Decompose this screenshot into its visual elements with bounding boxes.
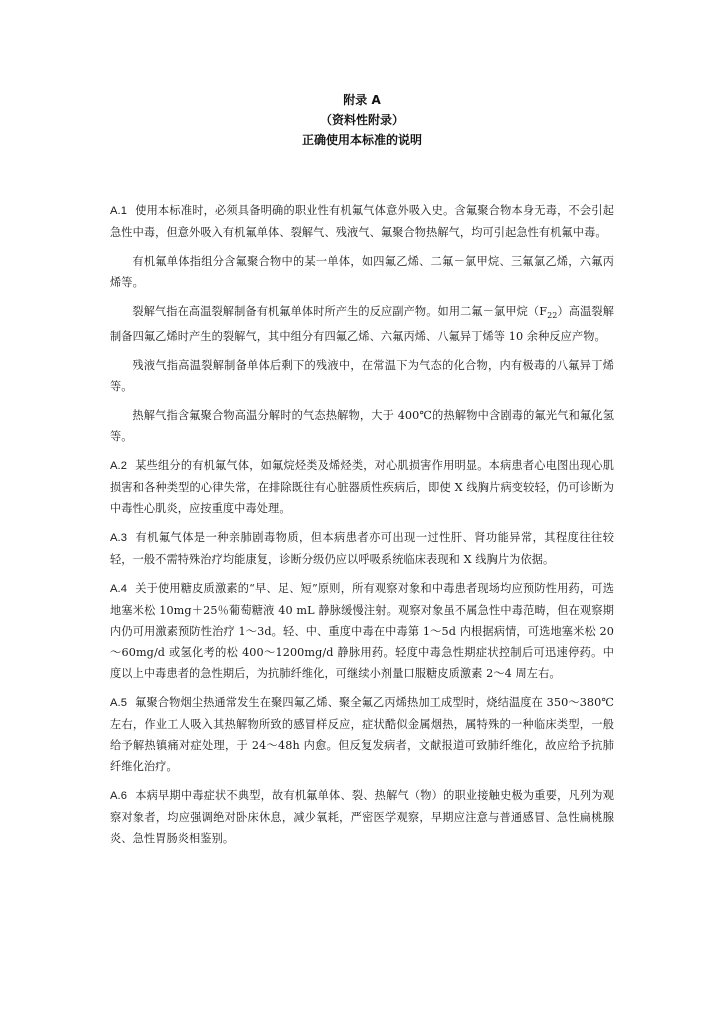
appendix-heading: 正确使用本标准的说明	[301, 133, 422, 147]
section-a1-paragraph-1	[110, 200, 614, 243]
spacer	[110, 150, 614, 200]
section-a1-paragraph-3	[110, 301, 614, 347]
section-a1-paragraph-4: 残液气指高温裂解制备单体后剩下的残液中，在常温下为气态的化合物，内有极毒的八氟异丁烯等。	[110, 359, 614, 394]
section-a6-paragraph	[110, 785, 614, 849]
section-label-a5: A.5	[110, 697, 128, 710]
section-a1-p3-part1: 裂解气指在高温裂解制备有机氟单体时所产生的反应副产物。如用二氟－氯甲烷（F	[132, 305, 548, 318]
section-a1-paragraph-2: 有机氟单体指组分含氟聚合物中的某一单体，如四氟乙烯、二氟－氯甲烷、三氟氯乙烯，六氟丙烯等。	[110, 255, 614, 289]
section-label-a6: A.6	[110, 790, 128, 803]
section-a2-text: 某些组分的有机氟气体，如氟烷烃类及烯烃类，对心肌损害作用明显。本病患者心电图出现心肌损害和各种类型的心律失常，在排除既往有心脏器质性疾病后，即使 X 线胸片病变较轻，仍可诊断为中毒性心肌炎，应按重度中毒处理。	[110, 459, 614, 516]
section-a3-text: 有机氟气体是一种亲肺剧毒物质，但本病患者亦可出现一过性肝、肾功能异常，其程度往往较轻，一般不需特殊治疗均能康复，诊断分级仍应以呼吸系统临床表现和 X 线胸片为依据。	[110, 531, 614, 567]
section-a5-text: 氟聚合物烟尘热通常发生在聚四氟乙烯、聚全氟乙丙烯热加工成型时，烧结温度在 350～380℃左右，作业工人吸入其热解物所致的感冒样反应，症状酷似金属烟热，属特殊的一种临床类型，一般给予解热镇痛对症处理，于 24～48h 内愈。但反复发病者，文献报道可致肺纤维化，故应给予抗肺纤维化治疗。	[110, 696, 614, 774]
section-a5-paragraph	[110, 692, 614, 777]
section-label-a4: A.4	[110, 583, 128, 596]
section-a3-paragraph	[110, 527, 614, 570]
section-label-a1: A.1	[110, 205, 128, 217]
section-a6-text: 本病早期中毒症状不典型，故有机氟单体、裂、热解气（物）的职业接触史极为重要，凡列为观察对象者，均应强调绝对卧床休息，减少氧耗，严密医学观察，早期应注意与普通感冒、急性扁桃腺炎、急性胃肠炎相鉴别。	[110, 789, 614, 846]
section-a4-paragraph	[110, 578, 614, 684]
appendix-title: 附录 A	[343, 93, 381, 107]
appendix-subtitle: （资料性附录）	[319, 113, 404, 127]
section-a4-text: 关于使用糖皮质激素的“早、足、短”原则，所有观察对象和中毒患者现场均应预防性用药，可选地塞米松 10mg＋25％葡萄糖液 40 mL 静脉缓慢注射。观察对象虽不属急性中毒范畴，但在观察期内仍可用激素预防性治疗 1～3d。轻、中、重度中毒在中毒第 1～5d 内根据病情，可选地塞米松 20～60mg/d 或氢化考的松 400～1200mg/d 静脉用药。轻度中毒急性期症状控制后可迅速停药。中度以上中毒患者的急性期后，为抗肺纤维化，可继续小剂量口服糖皮质激素 2～4 周左右。	[110, 582, 614, 681]
section-a1-p3-part2: ）高温裂解制备四氟乙烯时产生的裂解气，其中组分有四氟乙烯、六氟丙烯、八氟异丁烯等 10 余种反应产物。	[110, 305, 614, 344]
section-a1-text: 使用本标准时，必须具备明确的职业性有机氟气体意外吸入史。含氟聚合物本身无毒，不会引起急性中毒，但意外吸入有机氟单体、裂解气、残液气、氟聚合物热解气，均可引起急性有机氟中毒。	[110, 204, 614, 239]
section-a1-paragraph-5: 热解气指含氟聚合物高温分解时的气态热解物，大于 400℃的热解物中含剧毒的氟光气和氟化氢等。	[110, 409, 614, 444]
section-label-a3: A.3	[110, 532, 128, 545]
section-label-a2: A.2	[110, 460, 128, 473]
section-a1-p3-subscript: 22	[547, 311, 558, 321]
section-a2-paragraph	[110, 455, 614, 519]
